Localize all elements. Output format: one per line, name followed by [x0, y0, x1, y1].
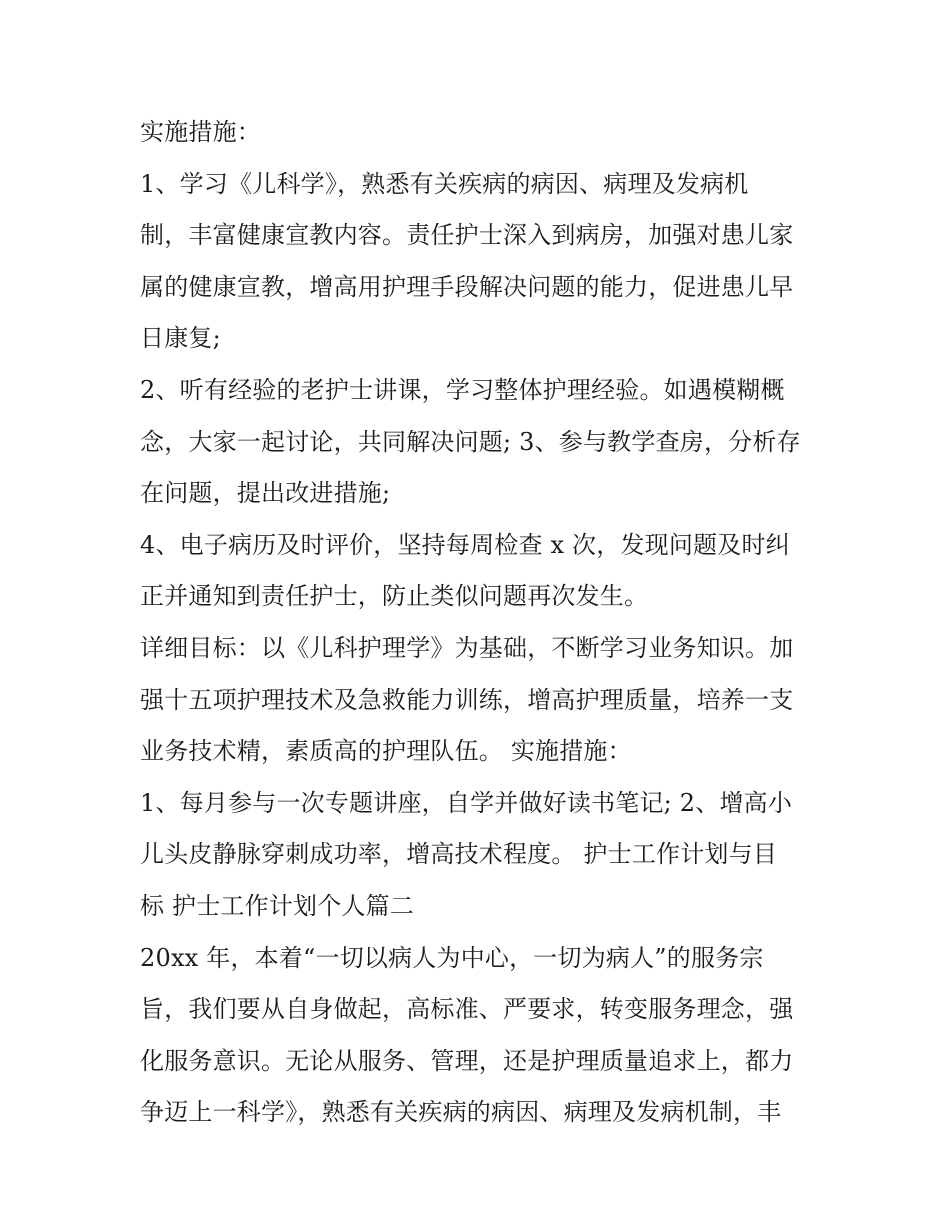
text-line: 争迈上一科学》，熟悉有关疾病的病因、病理及发病机制，丰 — [140, 1098, 782, 1127]
text-line: 业务技术精，素质高的护理队伍。 实施措施： — [140, 737, 632, 766]
text-line: 实施措施： — [140, 118, 261, 146]
text-line: 制，丰富健康宣教内容。责任护士深入到病房，加强对患儿家 — [140, 221, 794, 250]
text-line: 属的健康宣教，增高用护理手段解决问题的能力，促进患儿早 — [140, 272, 794, 301]
text-line: 强十五项护理技术及急救能力训练，增高护理质量，培养一支 — [140, 685, 794, 714]
document-body — [140, 107, 830, 1139]
text-line: 1、每月参与一次专题讲座，自学并做好读书笔记; 2、增高小 — [140, 788, 793, 817]
text-line: 20xx 年，本着“一切以病人为中心，一切为病人”的服务宗 — [140, 943, 764, 972]
text-line: 化服务意识。无论从服务、管理，还是护理质量追求上，都力 — [140, 1046, 794, 1075]
text-line: 日康复; — [140, 324, 221, 353]
text-line: 详细目标：以《儿科护理学》为基础，不断学习业务知识。加 — [140, 633, 794, 662]
text-line: 在问题，提出改进措施; — [140, 479, 391, 508]
text-line: 旨，我们要从自身做起，高标准、严要求，转变服务理念，强 — [140, 995, 794, 1024]
text-line: 1、学习《儿科学》，熟悉有关疾病的病因、病理及发病机 — [140, 169, 749, 198]
text-line: 正并通知到责任护士，防止类似问题再次发生。 — [140, 582, 649, 611]
text-line: 标 护士工作计划个人篇二 — [140, 891, 415, 920]
text-line: 4、电子病历及时评价，坚持每周检查 x 次，发现问题及时纠 — [140, 530, 790, 559]
text-line: 念，大家一起讨论，共同解决问题; 3、参与教学查房，分析存 — [140, 427, 801, 456]
text-line: 儿头皮静脉穿刺成功率，增高技术程度。 护士工作计划与目 — [140, 840, 778, 869]
text-line: 2、听有经验的老护士讲课，学习整体护理经验。如遇模糊概 — [140, 375, 785, 404]
